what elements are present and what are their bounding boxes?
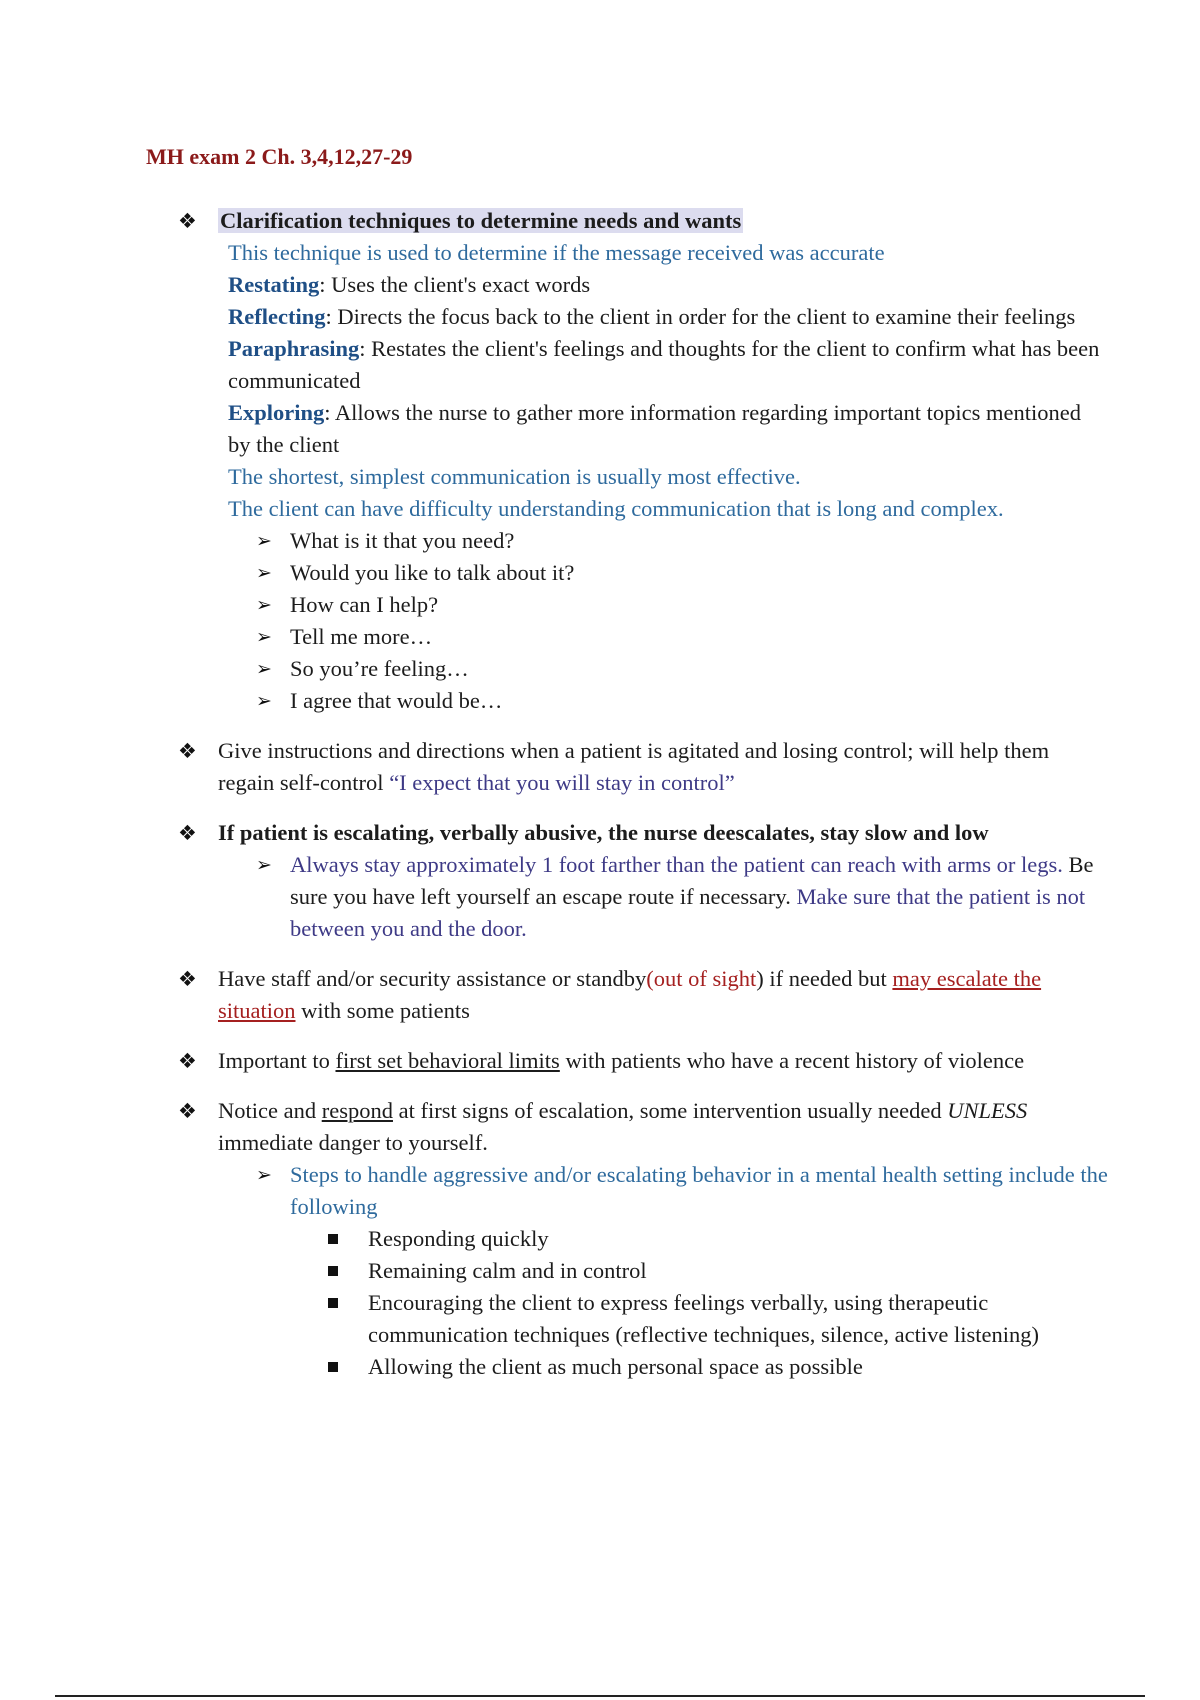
phrase-list [256,525,1108,717]
arrow-bullet-icon: ➢ [256,626,272,648]
definition: : Uses the client's exact words [319,272,591,297]
bullet-text: with patients who have a recent history of violence [559,1048,1025,1073]
definition-restating [228,269,1108,301]
bullet-staff [178,963,1108,1027]
list-item [256,589,1108,621]
list-item-text: How can I help? [290,592,439,617]
list-item-text: Make sure that the patient is not between you and the door. [290,884,1086,941]
bullet-text: Have staff and/or security assistance or standby [218,966,647,991]
note-difficulty: The client can have difficulty understanding communication that is long and complex. [228,496,1004,521]
diamond-bullet-icon: ❖ [178,967,197,991]
page-title: MH exam 2 Ch. 3,4,12,27-29 [146,144,413,169]
square-bullet-icon [328,1234,338,1244]
square-bullet-icon [328,1362,338,1372]
bullet-instructions [178,735,1108,799]
bullet-notice [178,1095,1108,1383]
bullet-escalating [178,817,1108,945]
list-item [256,849,1108,945]
arrow-bullet-icon: ➢ [256,562,272,584]
list-item-text: Always stay approximately 1 foot farther than the patient can reach with arms or legs. [290,852,1063,877]
bullet-text: ) if needed but [756,966,893,991]
arrow-bullet-icon: ➢ [256,530,272,552]
square-bullet-icon [328,1266,338,1276]
arrow-bullet-icon: ➢ [256,690,272,712]
list-item [256,1159,1108,1223]
list-item-text: So you’re feeling… [290,656,469,681]
list-item-text: Responding quickly [368,1226,549,1251]
list-item-text: Tell me more… [290,624,433,649]
bullet-text: at first signs of escalation, some intervention usually needed [392,1098,948,1123]
clarification-details [228,237,1108,717]
list-item-text: What is it that you need? [290,528,515,553]
definition-reflecting [228,301,1108,333]
arrow-bullet-icon: ➢ [256,658,272,680]
section-heading: Clarification techniques to determine needs and wants [220,208,742,233]
definition-paraphrasing [228,333,1108,397]
bullet-text: with some patients [295,998,470,1023]
term: Paraphrasing [228,336,360,361]
list-item-text: Encouraging the client to express feelings verbally, using therapeutic communication techniques (reflective techniques, silence, active listening) [368,1290,1040,1347]
steps-sublist [256,1159,1108,1383]
arrow-bullet-icon: ➢ [256,1164,272,1186]
definition-exploring [228,397,1108,461]
definition: : Allows the nurse to gather more information regarding important topics mentioned by the client [228,400,1081,457]
escalation-sublist [256,849,1108,945]
bullet-clarification [178,205,1108,717]
diamond-bullet-icon: ❖ [178,209,197,233]
bullet-text: first set behavioral limits [335,1048,560,1073]
list-item [256,621,1108,653]
diamond-bullet-icon: ❖ [178,1099,197,1123]
bullet-text: (out of sight [646,966,757,991]
notes-body [178,205,1108,1383]
section-heading: If patient is escalating, verbally abusive, the nurse deescalates, stay slow and low [218,820,989,845]
term: Exploring [228,400,325,425]
diamond-bullet-icon: ❖ [178,1049,197,1073]
list-item [328,1287,1108,1351]
definition: : Directs the focus back to the client in order for the client to examine their feelings [325,304,1076,329]
list-item-text: Be sure you have left yourself an escape route if necessary. [290,852,1094,909]
list-item [256,685,1108,717]
diamond-bullet-icon: ❖ [178,739,197,763]
arrow-bullet-icon: ➢ [256,854,272,876]
bullet-text: immediate danger to yourself. [218,1130,488,1155]
bullet-limits [178,1045,1108,1077]
list-item [256,525,1108,557]
list-item-text: Would you like to talk about it? [290,560,575,585]
list-item-text: I agree that would be… [290,688,503,713]
square-bullet-icon [328,1298,338,1308]
list-item [256,557,1108,589]
term: Reflecting [228,304,326,329]
arrow-bullet-icon: ➢ [256,594,272,616]
list-item [328,1223,1108,1255]
bullet-text: Give instructions and directions when a patient is agitated and losing control; will help them regain self-control [218,738,1050,795]
quote-text: “I expect that you will stay in control” [389,770,735,795]
list-item-text: Remaining calm and in control [368,1258,647,1283]
list-item-text: Steps to handle aggressive and/or escalating behavior in a mental health setting include the following [290,1162,1108,1219]
bullet-text: Important to [218,1048,336,1073]
bullet-text: respond [321,1098,393,1123]
bottom-divider [55,1695,1145,1697]
bullet-text: UNLESS [947,1098,1028,1123]
steps-list [328,1223,1108,1383]
list-item [256,653,1108,685]
diamond-bullet-icon: ❖ [178,821,197,845]
intro-text: This technique is used to determine if the message received was accurate [228,240,885,265]
list-item-text: Allowing the client as much personal space as possible [368,1354,863,1379]
definition: : Restates the client's feelings and thoughts for the client to confirm what has been communicated [228,336,1100,393]
term: Restating [228,272,320,297]
bullet-text: may escalate the situation [218,966,1042,1023]
note-shortest: The shortest, simplest communication is usually most effective. [228,464,801,489]
list-item [328,1351,1108,1383]
list-item [328,1255,1108,1287]
bullet-text: Notice and [218,1098,322,1123]
